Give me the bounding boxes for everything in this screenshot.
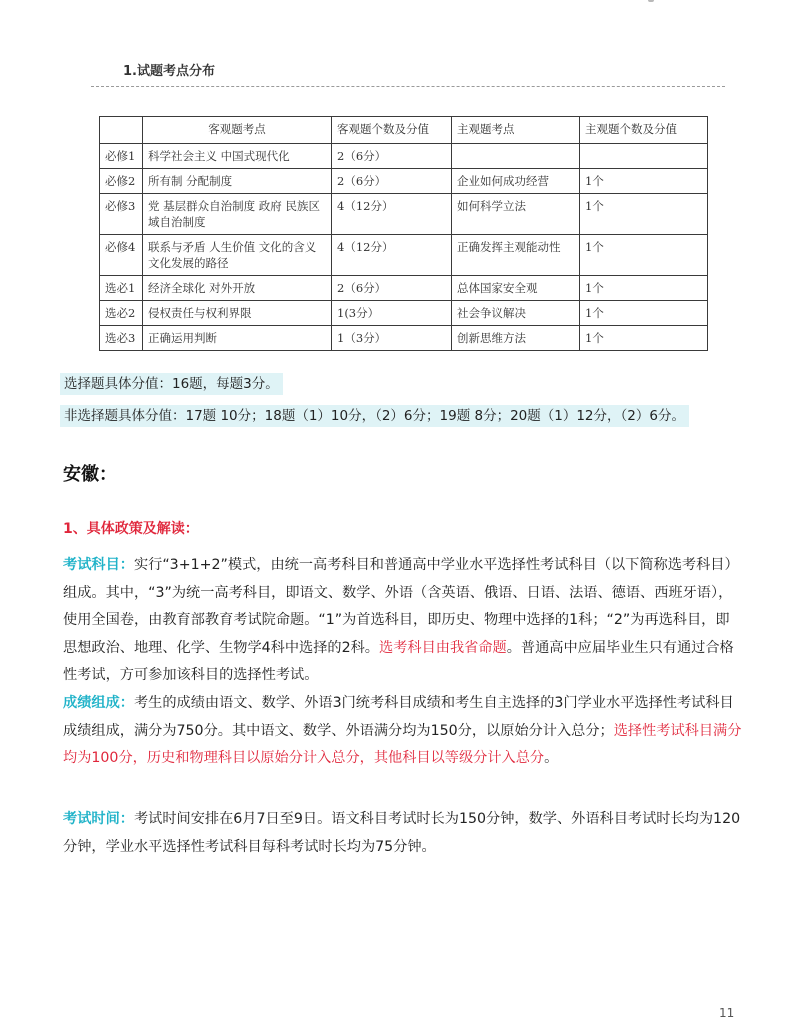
header-cell: 主观题个数及分值 bbox=[580, 117, 708, 144]
exam-subjects-text-end: 。普通高中应届毕业生只有通过合格性考试，方可参加该科目的选择性考试。 bbox=[63, 639, 734, 683]
table-cell: 所有制 分配制度 bbox=[143, 169, 332, 194]
table-cell bbox=[580, 144, 708, 169]
table-cell: 4（12分） bbox=[332, 235, 452, 276]
table-row bbox=[100, 301, 708, 326]
table-cell: 正确运用判断 bbox=[143, 326, 332, 351]
table-cell: 正确发挥主观能动性 bbox=[452, 235, 580, 276]
table-cell: 党 基层群众自治制度 政府 民族区域自治制度 bbox=[143, 194, 332, 235]
table-cell: 选必1 bbox=[100, 276, 143, 301]
exam-time-paragraph bbox=[63, 806, 743, 861]
table-cell: 经济全球化 对外开放 bbox=[143, 276, 332, 301]
table-cell: 总体国家安全观 bbox=[452, 276, 580, 301]
exam-points-table bbox=[99, 116, 708, 351]
table-cell: 必修4 bbox=[100, 235, 143, 276]
header-cell: 主观题考点 bbox=[452, 117, 580, 144]
header-cell: 客观题个数及分值 bbox=[332, 117, 452, 144]
choice-score-highlight: 选择题具体分值：16题，每题3分。 bbox=[60, 373, 283, 395]
table-header-row bbox=[100, 117, 708, 144]
exam-subjects-text: 实行“3+1+2”模式，由统一高考科目和普通高中学业水平选择性考试科目（以下简称选考科目）组成。其中，“3”为统一高考科目，即语文、数学、外语（含英语、俄语、日语、法语、德语、西班牙语），使用全国卷，由教育部教育考试院命题。“1”为首选科目，即历史、物理中选择的1科；“2”为再选科目，即思想政治、地理、化学、生物学4科中选择的2科。 bbox=[63, 557, 739, 656]
table-row bbox=[100, 169, 708, 194]
score-composition-paragraph bbox=[63, 690, 743, 773]
province-heading: 安徽： bbox=[63, 464, 117, 485]
table-cell: 必修3 bbox=[100, 194, 143, 235]
exam-subjects-paragraph bbox=[63, 552, 743, 690]
score-composition-text: 考生的成绩由语文、数学、外语3门统考科目成绩和考生自主选择的3门学业水平选择性考试科目成绩组成，满分为750分。其中语文、数学、外语满分均为150分，以原始分计入总分； bbox=[63, 695, 734, 739]
exam-subjects-emphasis: 选考科目由我省命题 bbox=[379, 639, 507, 656]
table-cell: 必修1 bbox=[100, 144, 143, 169]
policy-heading: 1、具体政策及解读： bbox=[63, 521, 199, 537]
table-cell: 1个 bbox=[580, 326, 708, 351]
header-cell: 客观题考点 bbox=[143, 117, 332, 144]
table-cell: 2（6分） bbox=[332, 276, 452, 301]
table-cell: 1（3分） bbox=[332, 326, 452, 351]
table-cell: 2（6分） bbox=[332, 144, 452, 169]
exam-subjects-label: 考试科目： bbox=[63, 557, 134, 573]
table-cell: 2（6分） bbox=[332, 169, 452, 194]
table-row bbox=[100, 276, 708, 301]
section-title: 1.试题考点分布 bbox=[123, 64, 215, 79]
table-row bbox=[100, 326, 708, 351]
table-row bbox=[100, 144, 708, 169]
table-cell: 1(3分） bbox=[332, 301, 452, 326]
page-number: 11 bbox=[719, 1006, 735, 1020]
table-cell: 选必3 bbox=[100, 326, 143, 351]
dashed-divider bbox=[91, 86, 725, 87]
score-composition-text-end: 。 bbox=[544, 750, 559, 766]
page-edge-mark bbox=[648, 0, 654, 2]
table-cell: 创新思维方法 bbox=[452, 326, 580, 351]
score-composition-label: 成绩组成： bbox=[63, 695, 134, 711]
table-cell bbox=[452, 144, 580, 169]
nonchoice-score-highlight: 非选择题具体分值：17题 10分；18题（1）10分，（2）6分；19题 8分；20题（1）12分，（2）6分。 bbox=[60, 405, 689, 427]
table-cell: 社会争议解决 bbox=[452, 301, 580, 326]
table-cell: 4（12分） bbox=[332, 194, 452, 235]
header-cell bbox=[100, 117, 143, 144]
table-cell: 如何科学立法 bbox=[452, 194, 580, 235]
table-row bbox=[100, 235, 708, 276]
table-cell: 科学社会主义 中国式现代化 bbox=[143, 144, 332, 169]
table-cell: 1个 bbox=[580, 194, 708, 235]
table-cell: 必修2 bbox=[100, 169, 143, 194]
table-cell: 企业如何成功经营 bbox=[452, 169, 580, 194]
table-cell: 1个 bbox=[580, 235, 708, 276]
table-cell: 联系与矛盾 人生价值 文化的含义 文化发展的路径 bbox=[143, 235, 332, 276]
table-row bbox=[100, 194, 708, 235]
exam-time-text: 考试时间安排在6月7日至9日。语文科目考试时长为150分钟，数学、外语科目考试时长均为120分钟，学业水平选择性考试科目每科考试时长均为75分钟。 bbox=[63, 811, 741, 855]
table-cell: 1个 bbox=[580, 276, 708, 301]
score-composition-emphasis: 选择性考试科目满分均为100分，历史和物理科目以原始分计入总分，其他科目以等级分计入总分 bbox=[63, 722, 742, 766]
table-cell: 侵权责任与权利界限 bbox=[143, 301, 332, 326]
exam-time-label: 考试时间： bbox=[63, 811, 134, 827]
table-cell: 1个 bbox=[580, 169, 708, 194]
table-cell: 1个 bbox=[580, 301, 708, 326]
table-cell: 选必2 bbox=[100, 301, 143, 326]
